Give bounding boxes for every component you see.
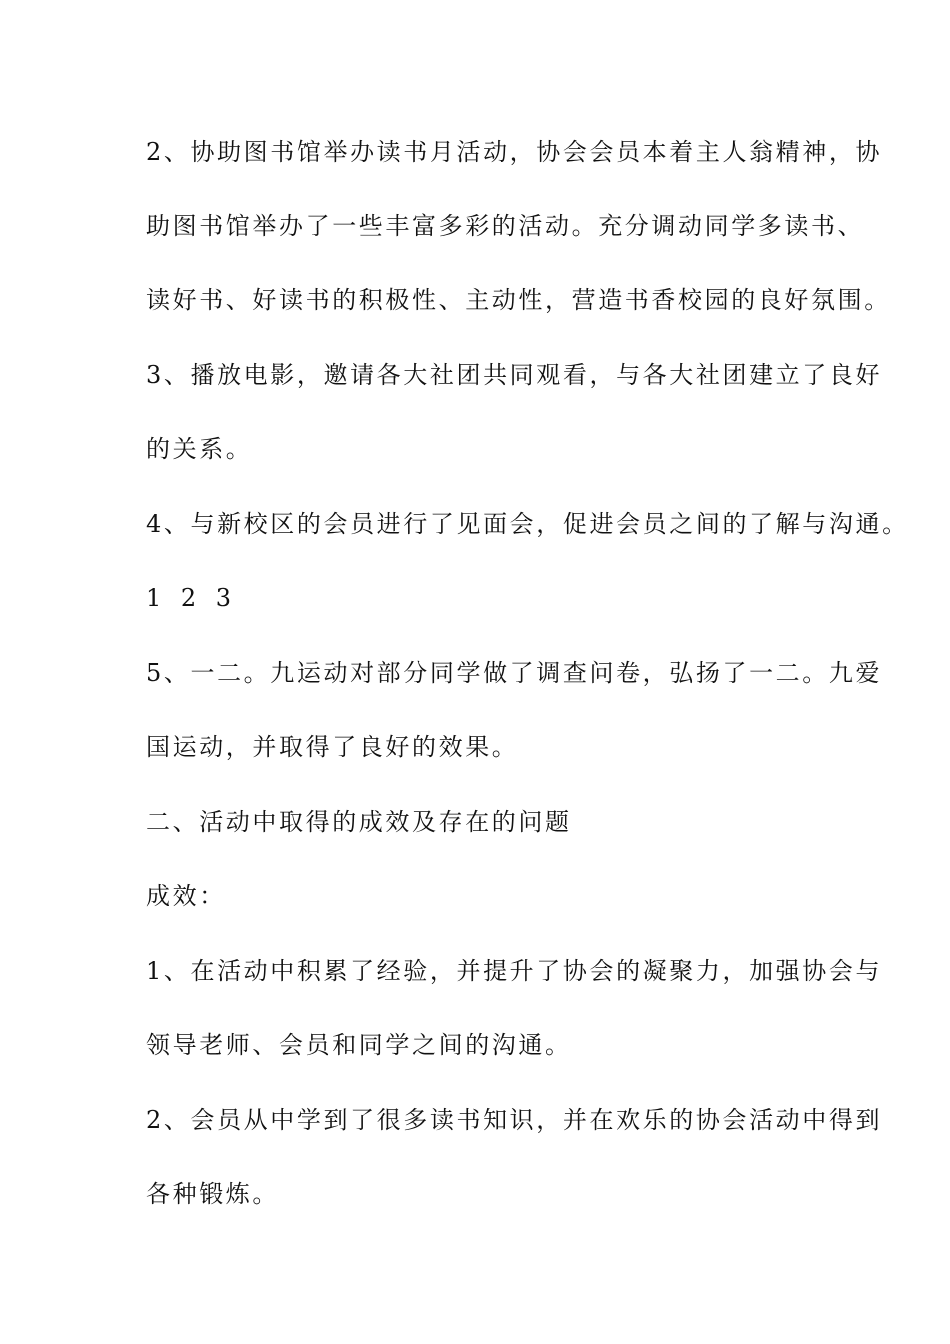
subheading: 成效： xyxy=(146,882,226,910)
paragraph-line: 2、会员从中学到了很多读书知识，并在欢乐的协会活动中得到 xyxy=(146,1106,883,1134)
paragraph-line: 读好书、好读书的积极性、主动性，营造书香校园的良好氛围。 xyxy=(146,286,891,314)
section-heading: 二、活动中取得的成效及存在的问题 xyxy=(146,808,572,836)
paragraph-line: 助图书馆举办了一些丰富多彩的活动。充分调动同学多读书、 xyxy=(146,212,865,240)
paragraph-line: 3、播放电影，邀请各大社团共同观看，与各大社团建立了良好 xyxy=(146,361,883,389)
paragraph-line: 各种锻炼。 xyxy=(146,1180,279,1208)
paragraph-line: 的关系。 xyxy=(146,435,253,463)
paragraph-line: 4、与新校区的会员进行了见面会，促进会员之间的了解与沟通。 xyxy=(146,510,909,538)
paragraph-line: 领导老师、会员和同学之间的沟通。 xyxy=(146,1031,572,1059)
paragraph-line: 1、在活动中积累了经验，并提升了协会的凝聚力，加强协会与 xyxy=(146,957,883,985)
paragraph-line: 5、一二。九运动对部分同学做了调查问卷，弘扬了一二。九爱 xyxy=(146,659,883,687)
number-line: 1 2 3 xyxy=(146,584,238,612)
paragraph-line: 2、协助图书馆举办读书月活动，协会会员本着主人翁精神，协 xyxy=(146,138,883,166)
paragraph-line: 国运动，并取得了良好的效果。 xyxy=(146,733,519,761)
